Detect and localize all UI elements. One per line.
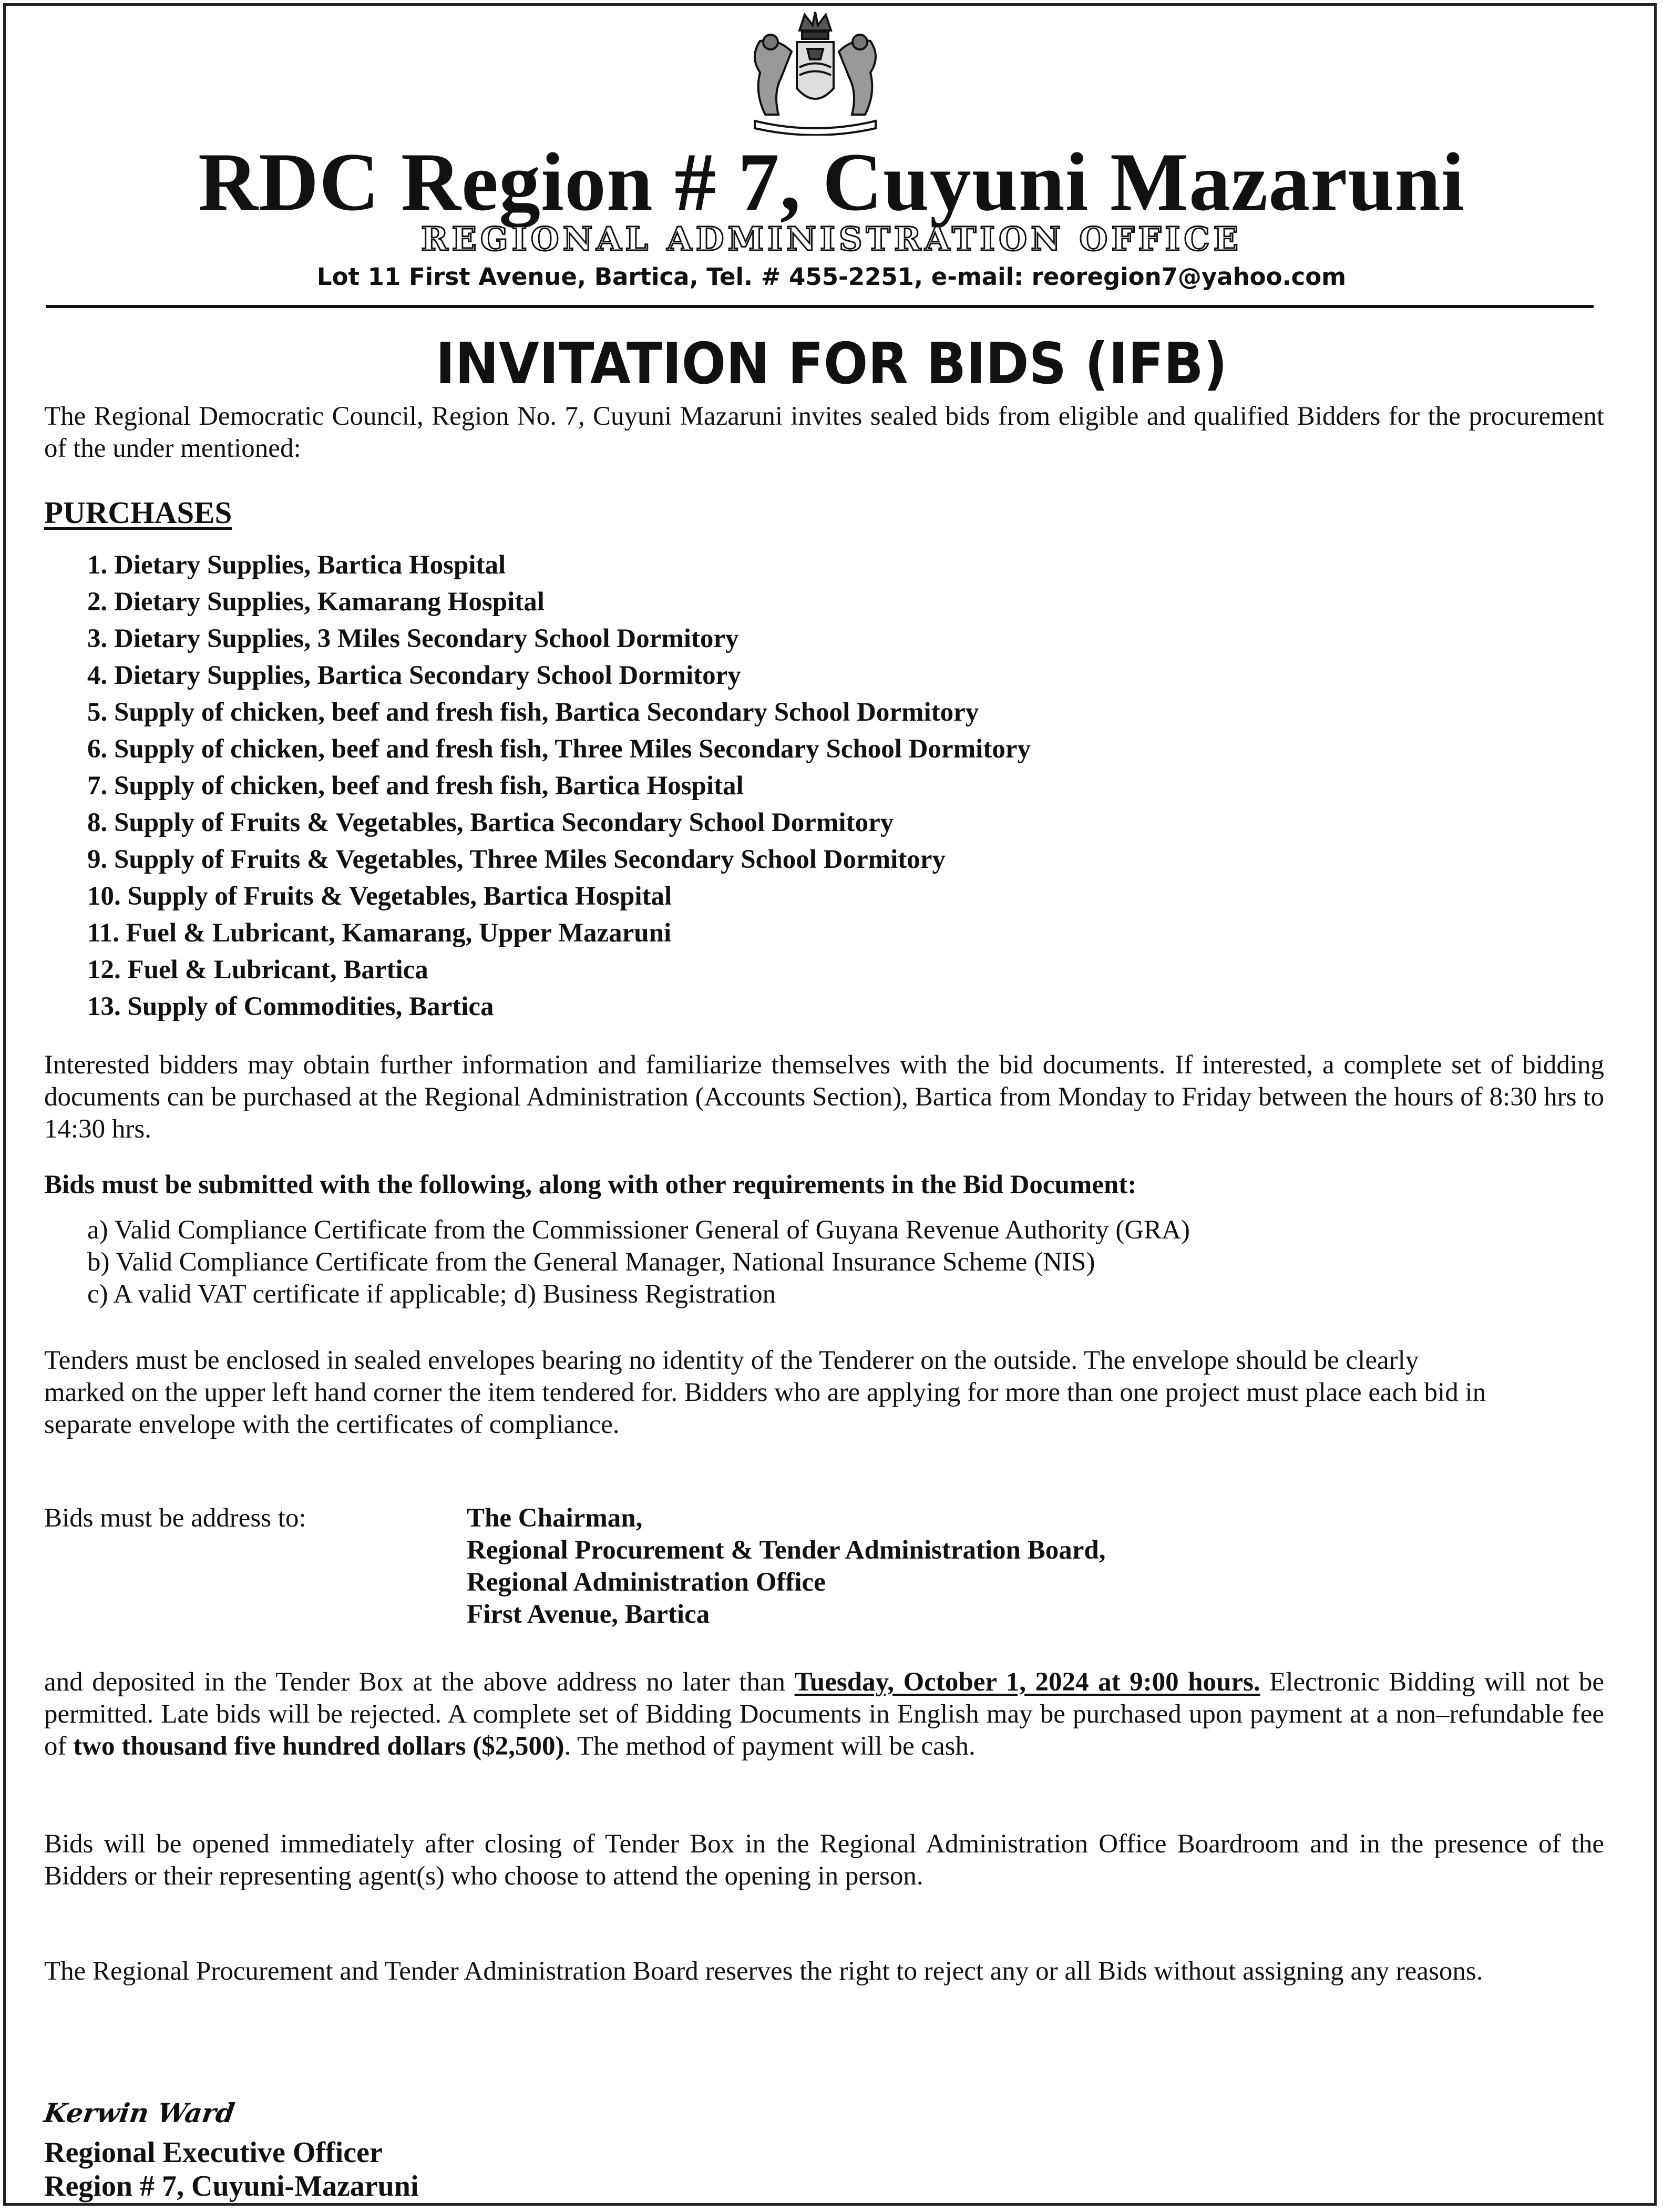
- reserve-paragraph: The Regional Procurement and Tender Administration Board reserves the right to reject any or all Bids without assigning any reasons.: [44, 1957, 1483, 1986]
- fee: two thousand five hundred dollars ($2,500): [73, 1732, 564, 1761]
- address-line: The Chairman,: [467, 1503, 643, 1533]
- deposit-paragraph: [44, 1666, 1604, 1763]
- list-item: 6. Supply of chicken, beef and fresh fish, Three Miles Secondary School Dormitory: [87, 734, 1031, 764]
- address-line: Regional Administration Office: [467, 1568, 826, 1597]
- deposit-text: . The method of payment will be cash.: [564, 1732, 976, 1761]
- list-item: 12. Fuel & Lubricant, Bartica: [87, 955, 428, 985]
- page-title: INVITATION FOR BIDS (IFB): [435, 331, 1228, 397]
- list-item: 2. Dietary Supplies, Kamarang Hospital: [87, 587, 545, 617]
- purchases-heading: PURCHASES: [44, 495, 232, 530]
- opening-paragraph: Bids will be opened immediately after closing of Tender Box in the Regional Administration Office Boardroom and in the presence of the Bidders or their representing agent(s) who choose to attend the opening in person.: [44, 1829, 1604, 1891]
- requirement-item: b) Valid Compliance Certificate from the General Manager, National Insurance Scheme (NIS): [87, 1247, 1095, 1277]
- info-paragraph: Interested bidders may obtain further information and familiarize themselves with the bid documents. If interested, a complete set of bidding documents can be purchased at the Regional Administration (Accounts Section), Bartica from Monday to Friday between the hours of 8:30 hrs to 14:30 hrs.: [44, 1050, 1604, 1144]
- list-item: 9. Supply of Fruits & Vegetables, Three Miles Secondary School Dormitory: [87, 845, 946, 874]
- address-label: Bids must be address to:: [44, 1503, 306, 1533]
- list-item: 5. Supply of chicken, beef and fresh fish, Bartica Secondary School Dormitory: [87, 698, 979, 727]
- list-item: 7. Supply of chicken, beef and fresh fish, Bartica Hospital: [87, 771, 744, 801]
- coat-of-arms-icon: [728, 9, 902, 136]
- signatory-region: Region # 7, Cuyuni-Mazaruni: [44, 2170, 419, 2203]
- deadline: Tuesday, October 1, 2024 at 9:00 hours.: [794, 1667, 1260, 1697]
- header-divider: [46, 305, 1594, 308]
- list-item: 10. Supply of Fruits & Vegetables, Bartica Hospital: [87, 882, 672, 911]
- tenders-paragraph: Tenders must be enclosed in sealed envelopes bearing no identity of the Tenderer on the outside. The envelope should be clearly marked on the upper left hand corner the item tendered for. Bidders who are applying for more than one project must place each bid in separate envelope with the certificates of compliance.: [44, 1346, 1486, 1439]
- deposit-text: and deposited in the Tender Box at the above address no later than: [44, 1667, 795, 1697]
- list-item: 11. Fuel & Lubricant, Kamarang, Upper Mazaruni: [87, 918, 672, 948]
- requirement-item: c) A valid VAT certificate if applicable; d) Business Registration: [87, 1279, 776, 1309]
- intro-paragraph: The Regional Democratic Council, Region No. 7, Cuyuni Mazaruni invites sealed bids from eligible and qualified Bidders for the procurement of the under mentioned:: [44, 402, 1604, 463]
- requirements-heading: Bids must be submitted with the following, along with other requirements in the Bid Document:: [44, 1170, 1137, 1200]
- signatory-title: Regional Executive Officer: [44, 2136, 383, 2169]
- office-name: REGIONAL ADMINISTRATION OFFICE: [420, 220, 1243, 258]
- signature: Kerwin Ward: [42, 2097, 237, 2128]
- list-item: 13. Supply of Commodities, Bartica: [87, 992, 494, 1021]
- organization-name: RDC Region # 7, Cuyuni Mazaruni: [198, 136, 1465, 228]
- requirement-item: a) Valid Compliance Certificate from the Commissioner General of Guyana Revenue Authority (GRA): [87, 1215, 1190, 1245]
- list-item: 1. Dietary Supplies, Bartica Hospital: [87, 550, 506, 580]
- contact-line: Lot 11 First Avenue, Bartica, Tel. # 455-2251, e-mail: reoregion7@yahoo.com: [316, 263, 1347, 291]
- address-line: First Avenue, Bartica: [467, 1600, 710, 1629]
- deposit-text: Electronic Bidding will not be permitted. Late bids will be rejected. A complete set of Bidding Documents in English may be purchased upon payment at a non–refundable fee of: [44, 1667, 1604, 1761]
- list-item: 3. Dietary Supplies, 3 Miles Secondary School Dormitory: [87, 624, 739, 653]
- list-item: 4. Dietary Supplies, Bartica Secondary School Dormitory: [87, 661, 741, 690]
- list-item: 8. Supply of Fruits & Vegetables, Bartica Secondary School Dormitory: [87, 808, 894, 837]
- address-line: Regional Procurement & Tender Administration Board,: [467, 1535, 1106, 1565]
